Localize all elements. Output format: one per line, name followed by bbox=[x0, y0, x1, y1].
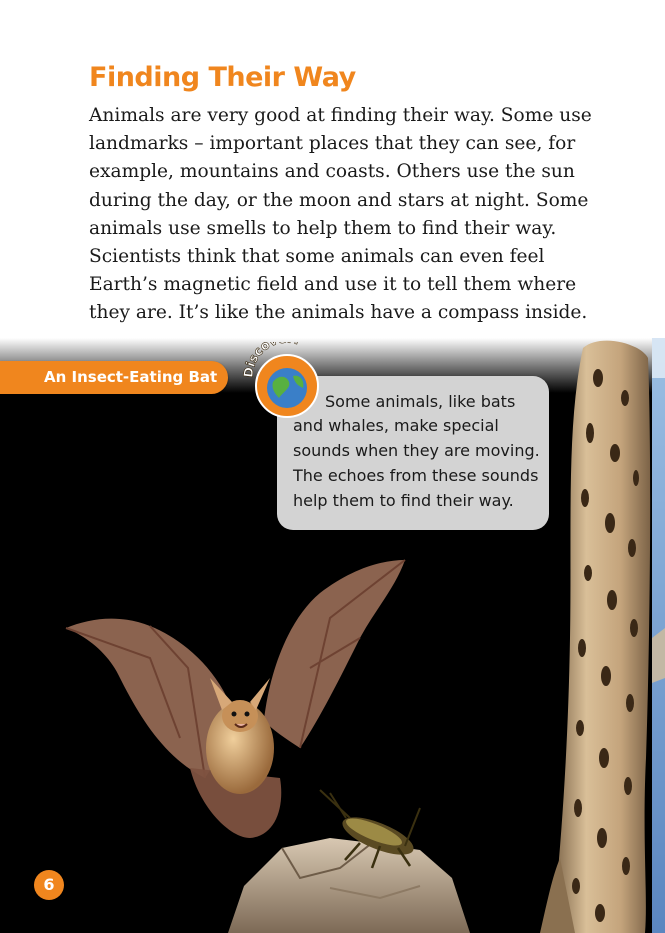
discover-line: and whales, make special bbox=[293, 416, 499, 435]
body-line: animals use smells to help them to find their way. bbox=[89, 217, 557, 239]
discover-badge-label: isco bbox=[243, 342, 273, 369]
body-line: Scientists think that some animals can even feel bbox=[89, 246, 545, 268]
discover-line: help them to find their way. bbox=[293, 491, 514, 510]
discover-badge bbox=[243, 342, 331, 420]
photo-caption: An Insect-Eating Bat bbox=[44, 368, 218, 386]
caption-tab bbox=[0, 361, 228, 394]
body-line: example, mountains and coasts. Others use the sun bbox=[89, 161, 575, 183]
body-line: Earth’s magnetic field and use it to tell them where bbox=[89, 274, 577, 296]
body-line: during the day, or the moon and stars at night. Some bbox=[89, 189, 589, 211]
discover-line: sounds when they are moving. bbox=[293, 441, 540, 460]
body-line: they are. It’s like the animals have a compass inside. bbox=[89, 302, 588, 324]
discover-line: Some animals, like bats bbox=[325, 392, 516, 411]
page-number: 6 bbox=[34, 870, 64, 900]
page-heading: Finding Their Way bbox=[89, 62, 356, 93]
body-line: Animals are very good at finding their way. Some use bbox=[89, 105, 592, 126]
discover-line: The echoes from these sounds bbox=[293, 466, 539, 485]
body-paragraph bbox=[89, 102, 619, 328]
body-line: landmarks – important places that they can see, for bbox=[89, 133, 576, 155]
